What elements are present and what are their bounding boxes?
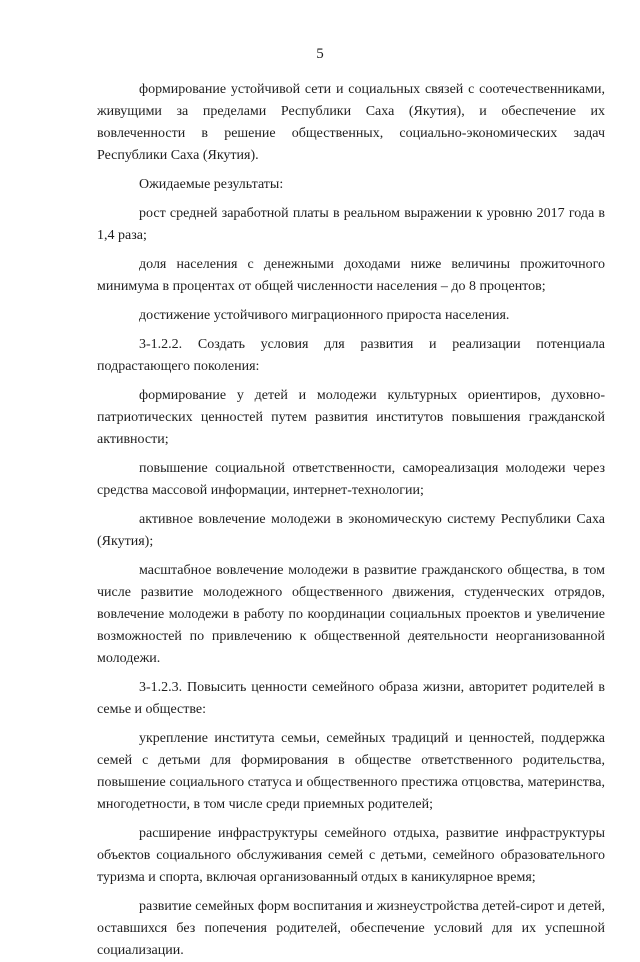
paragraph-family-infrastructure: расширение инфраструктуры семейного отдыха, развитие инфраструктуры объектов социального обслуживания семей с детьми, семейного образовательного туризма и спорта, включая организованный отдых в каникулярное время; [97, 826, 605, 885]
page-number: 5 [316, 46, 324, 62]
paragraph-section-3-1-2-2: 3-1.2.2. Создать условия для развития и реализации потенциала подрастающего поколения: [97, 337, 605, 374]
paragraph-orphan-care: развитие семейных форм воспитания и жизнеустройства детей-сирот и детей, оставшихся без попечения родителей, обеспечение условий для их успешной социализации. [97, 899, 605, 958]
paragraph-section-3-1-2-3: 3-1.2.3. Повысить ценности семейного образа жизни, авторитет родителей в семье и обществе: [97, 680, 605, 717]
paragraph-family-institution: укрепление института семьи, семейных традиций и ценностей, поддержка семей с детьми для формирования в обществе ответственного родительства, повышение социального статуса и общественного престижа отцовства, материнства, многодетности, в том числе среди приемных родителей; [97, 731, 605, 812]
paragraph-compatriots-network: формирование устойчивой сети и социальных связей с соотечественниками, живущими за пределами Республики Саха (Якутия), и обеспечение их вовлеченности в решение общественных, социально-экономических задач Республики Саха (Якутия). [97, 82, 605, 163]
paragraph-social-responsibility: повышение социальной ответственности, самореализация молодежи через средства массовой информации, интернет-технологии; [97, 461, 605, 498]
paragraph-civil-society: масштабное вовлечение молодежи в развитие гражданского общества, в том числе развитие молодежного общественного движения, студенческих отрядов, вовлечение молодежи в работу по координации социальных проектов и увеличение возможностей по привлечению к общественной деятельности неорганизованной молодежи. [97, 563, 605, 666]
paragraph-expected-results-heading: Ожидаемые результаты: [139, 177, 284, 192]
paragraph-economic-involvement: активное вовлечение молодежи в экономическую систему Республики Саха (Якутия); [97, 512, 605, 549]
paragraph-wage-growth: рост средней заработной платы в реальном выражении к уровню 2017 года в 1,4 раза; [97, 206, 605, 243]
document-body [97, 79, 605, 962]
paragraph-cultural-orientation: формирование у детей и молодежи культурных ориентиров, духовно-патриотических ценностей путем развития институтов повышения гражданской активности; [97, 388, 605, 447]
paragraph-poverty-share: доля населения с денежными доходами ниже величины прожиточного минимума в процентах от общей численности населения – до 8 процентов; [97, 257, 605, 294]
paragraph-migration-growth: достижение устойчивого миграционного прироста населения. [139, 308, 510, 323]
